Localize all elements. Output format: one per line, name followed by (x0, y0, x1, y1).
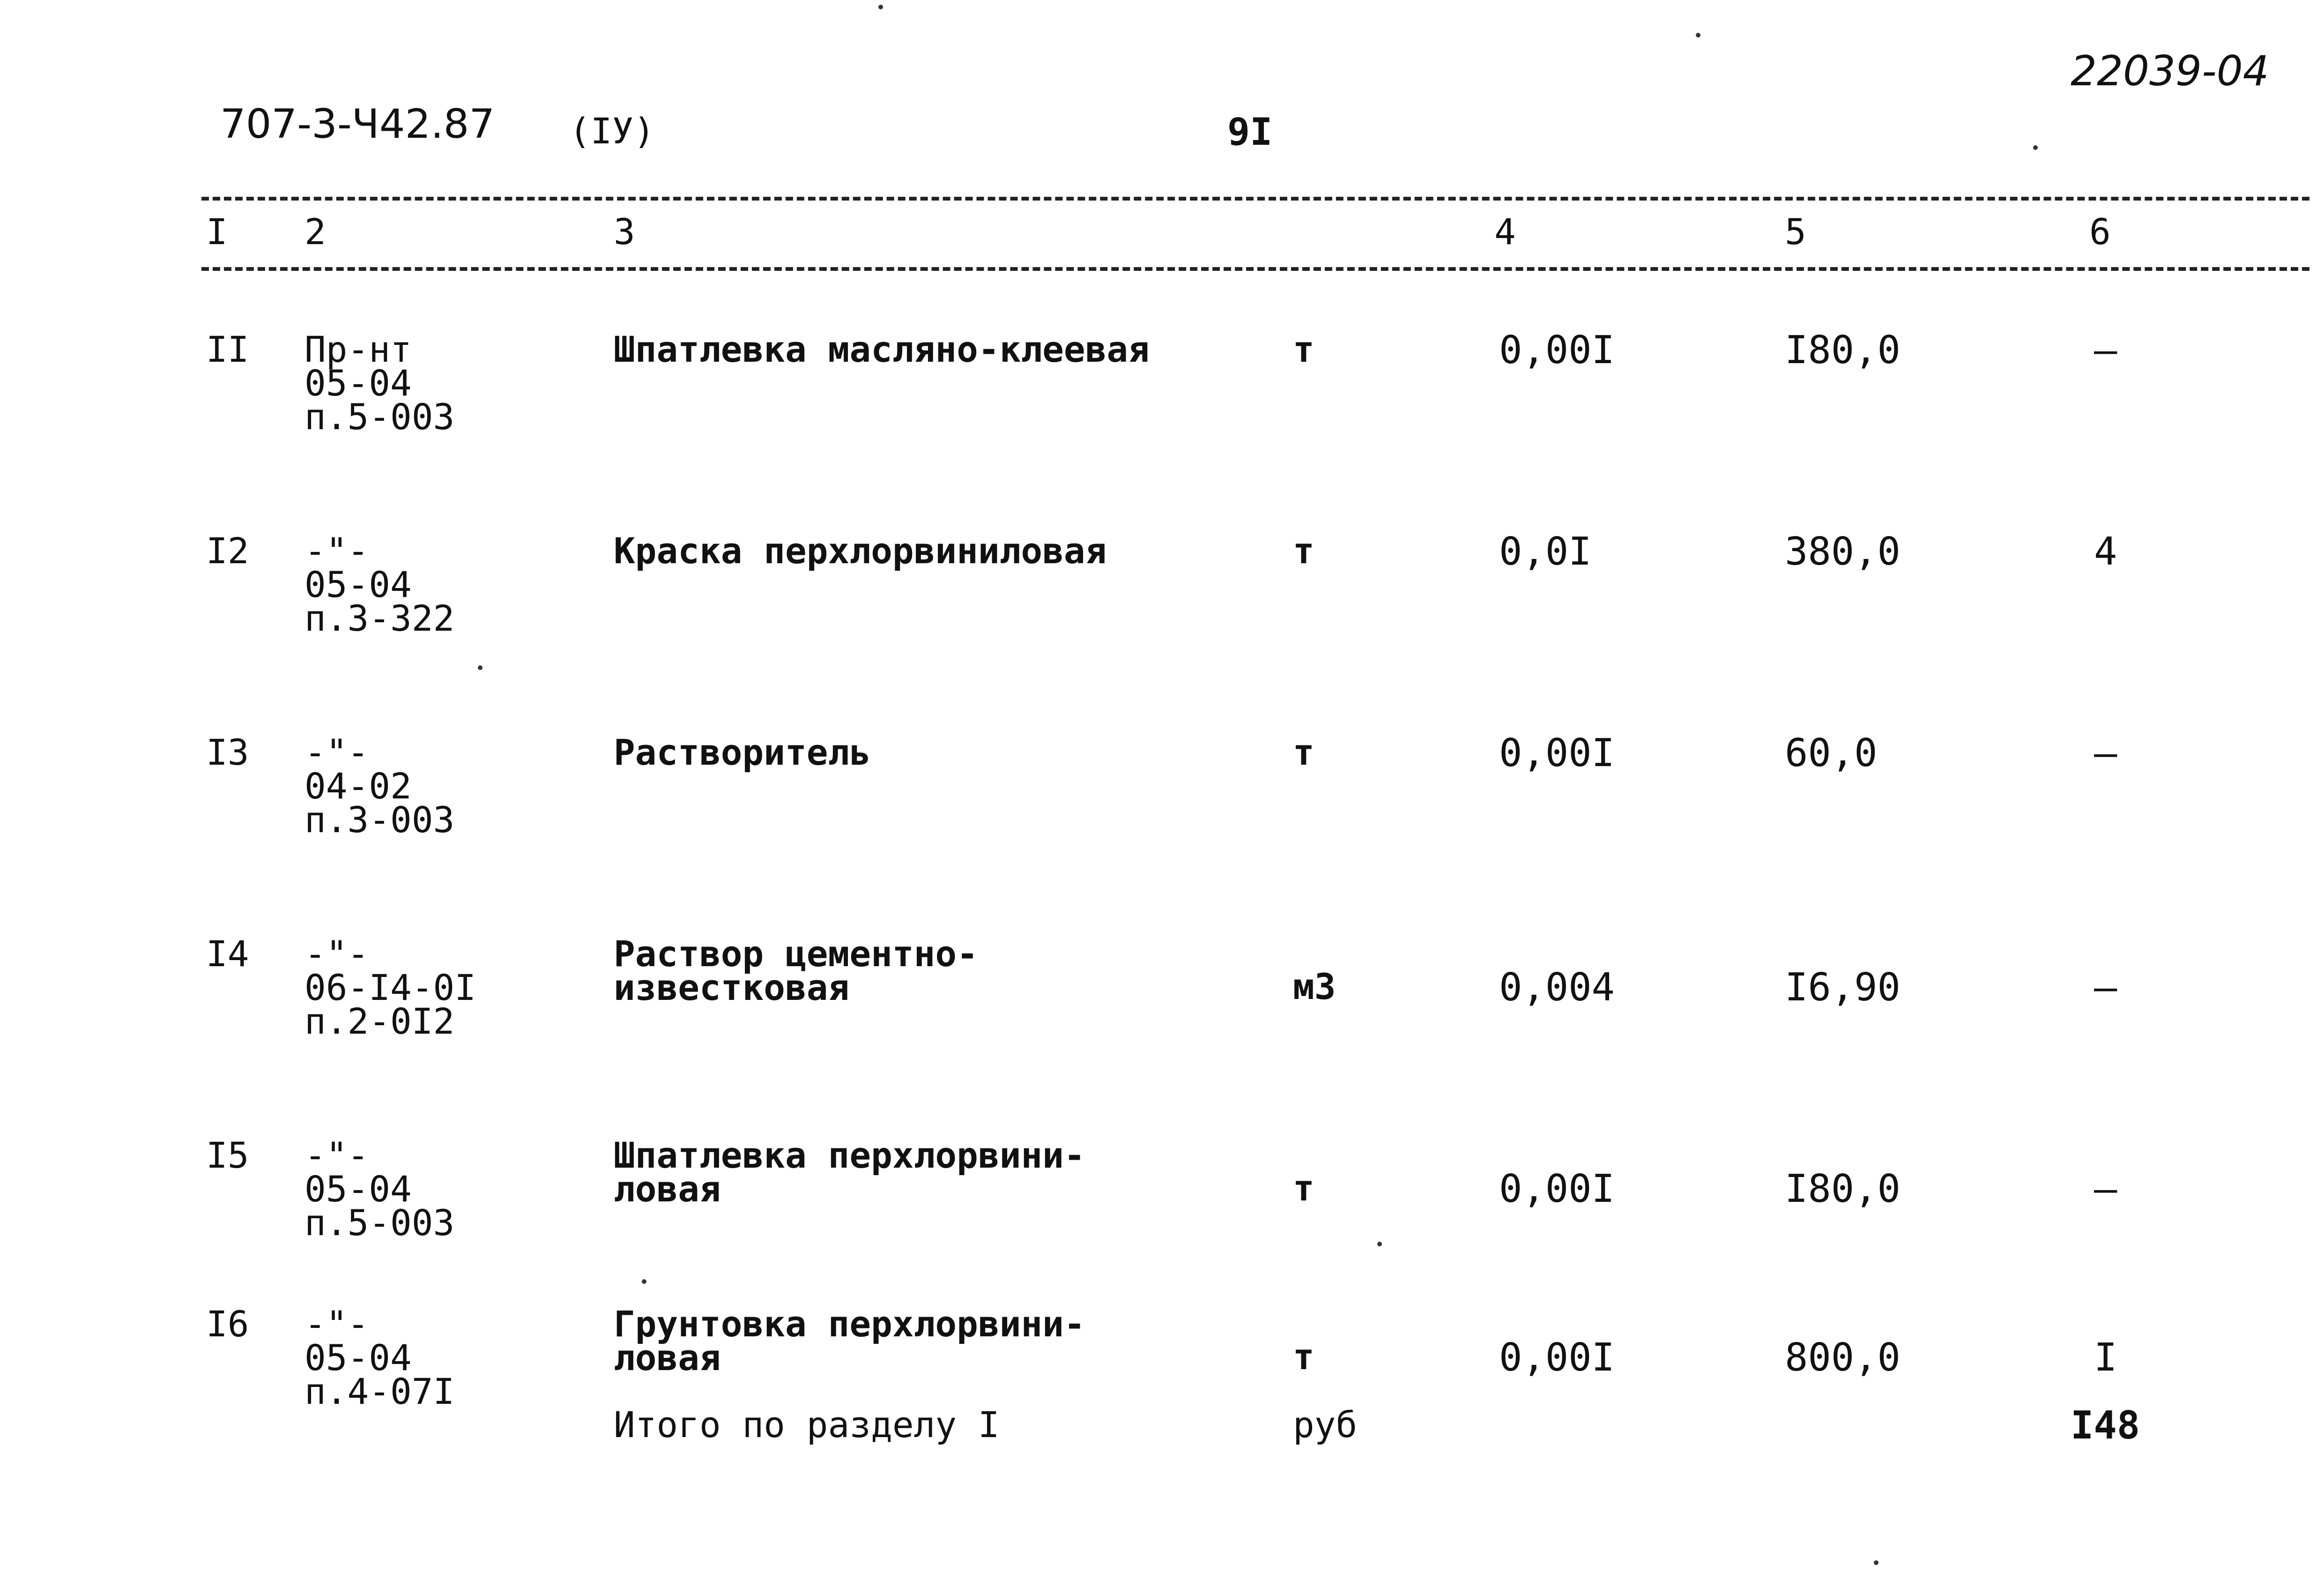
row-number: I2 (206, 530, 249, 572)
column-header-1: I (206, 211, 228, 253)
row-ref: -"- 04-02 п.3-003 (304, 731, 455, 841)
row-name: Грунтовка перхлорвини- ловая (614, 1303, 1085, 1379)
row-quantity: 0,004 (1499, 965, 1615, 1010)
row-unit: т (1293, 1167, 1314, 1209)
row-quantity: 0,00I (1499, 1335, 1615, 1380)
row-unit: т (1293, 328, 1314, 370)
scan-speck (1874, 1560, 1879, 1565)
row-price: 800,0 (1785, 1335, 1901, 1380)
row-number: II (206, 328, 249, 370)
row-name: Раствор цементно- известковая (614, 933, 978, 1008)
scan-speck (878, 5, 883, 9)
column-header-5: 5 (1785, 211, 1806, 253)
row-ref: Пр-нт 05-04 п.5-003 (304, 328, 455, 438)
column-header-6: 6 (2089, 211, 2111, 253)
row-col6: – (2094, 965, 2117, 1010)
row-number: I4 (206, 933, 249, 975)
row-name: Шпатлевка масляно-клеевая (614, 328, 1150, 370)
scan-speck (1377, 1242, 1382, 1246)
row-quantity: 0,0I (1499, 529, 1592, 574)
row-price: I80,0 (1785, 1167, 1901, 1211)
row-price: I6,90 (1785, 965, 1901, 1010)
row-unit: т (1293, 1336, 1314, 1378)
row-ref: -"- 05-04 п.4-07I (304, 1303, 455, 1412)
row-ref: -"- 05-04 п.5-003 (304, 1134, 455, 1244)
scan-speck (478, 665, 483, 670)
total-value: I48 (2071, 1403, 2140, 1448)
row-name: Растворитель (614, 731, 871, 773)
row-unit: м3 (1293, 966, 1336, 1007)
total-unit: руб (1293, 1404, 1358, 1446)
row-quantity: 0,00I (1499, 731, 1615, 775)
row-col6: – (2094, 328, 2117, 373)
total-label: Итого по разделу I (614, 1404, 1000, 1446)
row-number: I5 (206, 1134, 249, 1176)
row-quantity: 0,00I (1499, 1167, 1615, 1211)
column-header-4: 4 (1494, 211, 1516, 253)
row-price: 380,0 (1785, 529, 1901, 574)
column-header-2: 2 (304, 211, 326, 253)
page-number: 9I (1227, 110, 1273, 154)
document-stamp: 22039-04 (2071, 47, 2269, 95)
row-number: I3 (206, 731, 249, 773)
scan-speck (642, 1279, 646, 1284)
row-name: Шпатлевка перхлорвини- ловая (614, 1134, 1085, 1210)
row-price: I80,0 (1785, 328, 1901, 373)
row-price: 60,0 (1785, 731, 1878, 775)
row-number: I6 (206, 1303, 249, 1345)
row-unit: т (1293, 731, 1314, 773)
row-col6: – (2094, 731, 2117, 775)
header-top-rule (201, 197, 2309, 201)
row-name: Краска перхлорвиниловая (614, 530, 1107, 572)
row-quantity: 0,00I (1499, 328, 1615, 373)
column-header-3: 3 (614, 211, 635, 253)
row-col6: 4 (2094, 529, 2117, 574)
document-part: (IУ) (569, 110, 655, 152)
scan-speck (2033, 145, 2038, 150)
header-bottom-rule (201, 267, 2309, 271)
document-code: 707-3-Ч42.87 (220, 101, 495, 148)
row-ref: -"- 06-I4-0I п.2-0I2 (304, 933, 476, 1042)
row-ref: -"- 05-04 п.3-322 (304, 530, 455, 639)
scan-speck (1696, 33, 1700, 37)
row-unit: т (1293, 530, 1314, 572)
row-col6: – (2094, 1167, 2117, 1211)
row-col6: I (2094, 1335, 2117, 1380)
